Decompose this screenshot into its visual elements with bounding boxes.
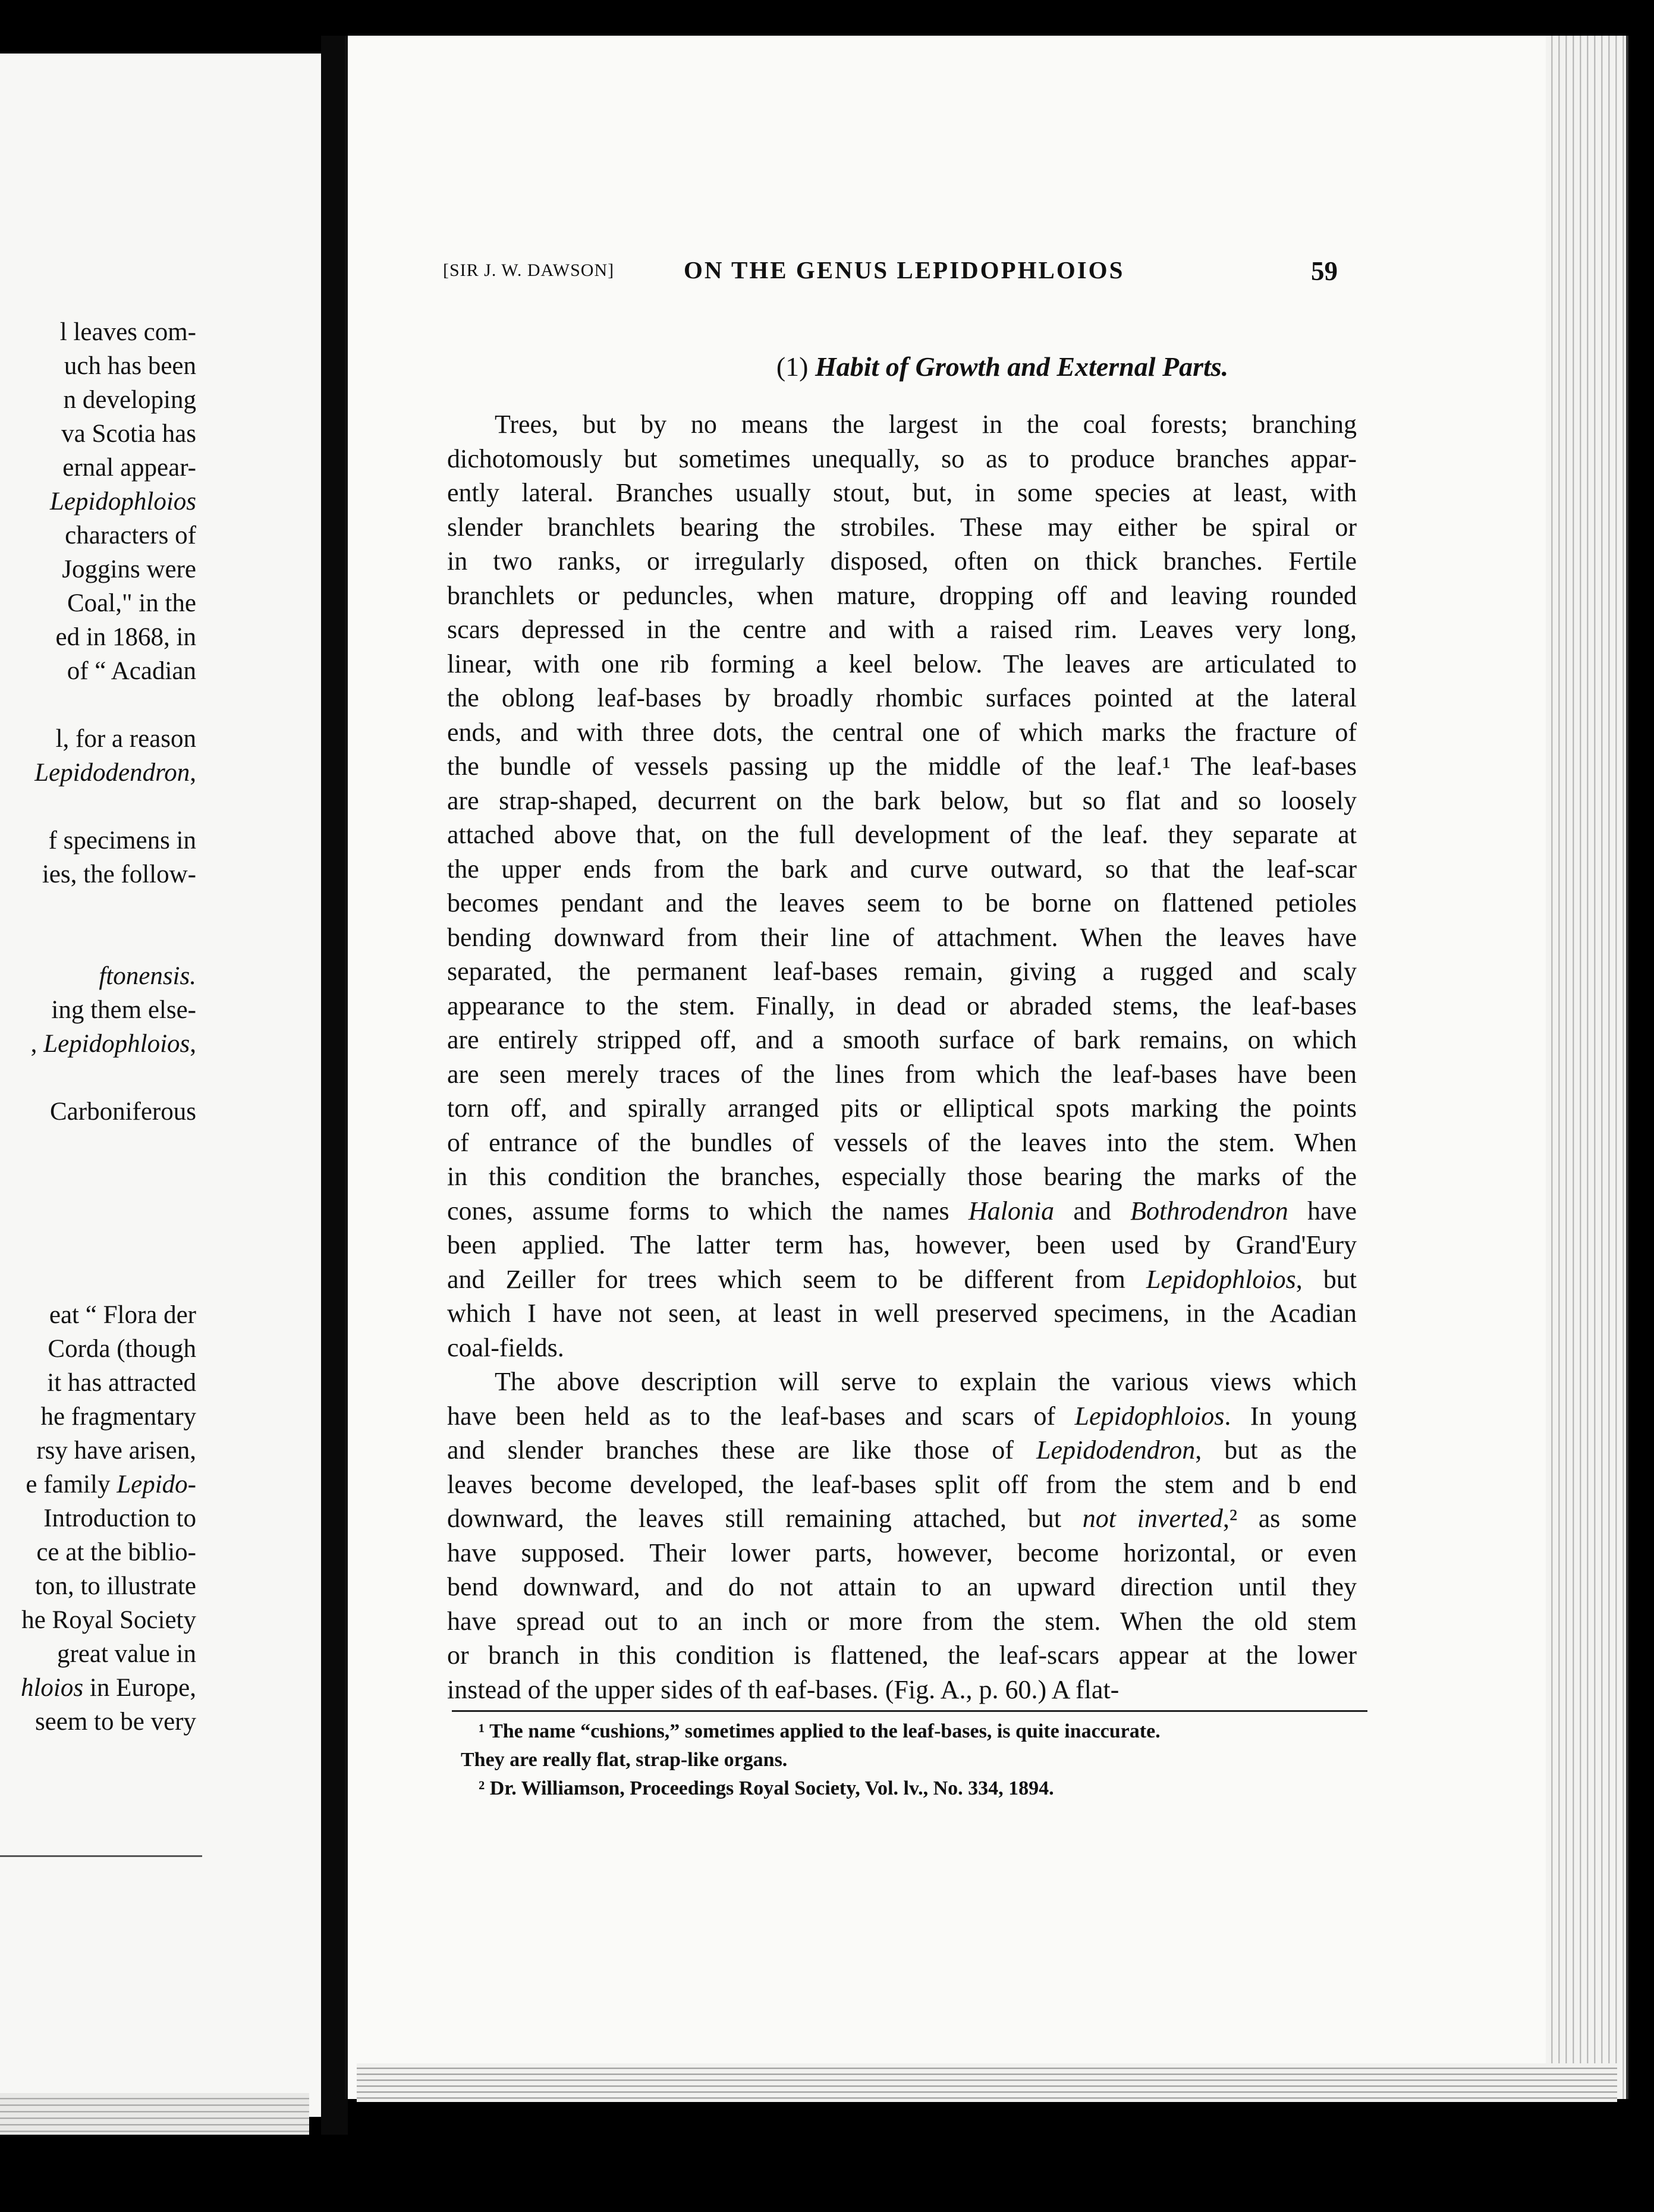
left-page-line: ed in 1868, in <box>55 623 196 651</box>
left-page-line: Lepidodendron, <box>34 759 196 787</box>
left-page-line: uch has been <box>64 352 196 380</box>
running-head-title: ON THE GENUS LEPIDOPHLOIOS <box>684 256 1125 284</box>
text-line: leaves become developed, the leaf-bases split off from the stem and b end <box>447 1469 1357 1499</box>
left-page-line: n developing <box>63 386 196 414</box>
running-head <box>443 256 1347 291</box>
text-line: in two ranks, or irregularly disposed, often on thick branches. Fertile <box>447 546 1357 576</box>
paragraph-1 <box>447 407 1357 1365</box>
text-line: have supposed. Their lower parts, however, become horizontal, or even <box>447 1538 1357 1567</box>
left-page-line: of “ Acadian <box>67 657 196 685</box>
left-page-line: rsy have arisen, <box>36 1437 196 1465</box>
left-page-line: Joggins were <box>62 555 196 583</box>
left-page-line: f specimens in <box>48 827 196 854</box>
left-page-line: ernal appear- <box>62 454 196 482</box>
footnote-2: ² Dr. Williamson, Proceedings Royal Society, Vol. lv., No. 334, 1894. <box>479 1777 1054 1799</box>
left-page-line: Coal," in the <box>67 589 196 617</box>
left-page-line: Carboniferous <box>50 1098 196 1126</box>
text-line: the upper ends from the bark and curve outward, so that the leaf-scar <box>447 854 1357 884</box>
text-line: The above description will serve to explain the various views which <box>495 1367 1357 1396</box>
left-page-line: ton, to illustrate <box>34 1572 196 1600</box>
left-page-line: Lepidophloios <box>49 488 196 516</box>
text-line: coal-fields. <box>447 1333 564 1362</box>
left-page-line: va Scotia has <box>61 420 196 448</box>
left-page-line: , Lepidophloios, <box>30 1030 196 1058</box>
left-page-line: ftonensis. <box>99 962 196 990</box>
text-line: are strap-shaped, decurrent on the bark below, but so flat and so loosely <box>447 785 1357 815</box>
text-line: have been held as to the leaf-bases and scars of Lepidophloios. In young <box>447 1401 1357 1431</box>
text-line: slender branchlets bearing the strobiles. These may either be spiral or <box>447 512 1357 542</box>
page-number: 59 <box>1311 256 1338 286</box>
left-page-line: l leaves com- <box>59 318 196 346</box>
text-line: of entrance of the bundles of vessels of the leaves into the stem. When <box>447 1127 1357 1157</box>
text-line: Trees, but by no means the largest in the coal forests; branching <box>495 410 1357 439</box>
left-page-line: ing them else- <box>51 996 196 1024</box>
text-line: the bundle of vessels passing up the middle of the leaf.¹ The leaf-bases <box>447 752 1357 781</box>
text-line: the oblong leaf-bases by broadly rhombic surfaces pointed at the lateral <box>447 683 1357 712</box>
text-line: dichotomously but sometimes unequally, so as to produce branches appar- <box>447 444 1357 473</box>
text-line: torn off, and spirally arranged pits or elliptical spots marking the points <box>447 1094 1357 1123</box>
footnote-1: ¹ The name “cushions,” sometimes applied to the leaf-bases, is quite inaccurate. <box>479 1720 1161 1742</box>
text-line: cones, assume forms to which the names Halonia and Bothrodendron have <box>447 1196 1357 1226</box>
text-line: ently lateral. Branches usually stout, but, in some species at least, with <box>447 478 1357 507</box>
text-line: and slender branches these are like those of Lepidodendron, but as the <box>447 1435 1357 1465</box>
left-page-line: it has attracted <box>47 1369 196 1397</box>
text-line: and Zeiller for trees which seem to be different from Lepidophloios, but <box>447 1264 1357 1294</box>
text-line: scars depressed in the centre and with a raised rim. Leaves very long, <box>447 615 1357 644</box>
left-page-line: Corda (though <box>48 1335 196 1363</box>
text-line: which I have not seen, at least in well preserved specimens, in the Acadian <box>447 1299 1357 1328</box>
footnote-rule <box>452 1710 1367 1712</box>
text-line: separated, the permanent leaf-bases remain, giving a rugged and scaly <box>447 957 1357 986</box>
left-page-edge <box>0 2093 309 2135</box>
footnotes <box>461 1717 1376 1803</box>
text-line: in this condition the branches, especially those bearing the marks of the <box>447 1162 1357 1191</box>
text-line: bending downward from their line of attachment. When the leaves have <box>447 922 1357 952</box>
left-page-line: hloios in Europe, <box>20 1674 196 1702</box>
left-page-line: e family Lepido- <box>26 1471 196 1498</box>
text-line: instead of the upper sides of th eaf-bases. (Fig. A., p. 60.) A flat- <box>447 1674 1120 1704</box>
paragraph-2 <box>447 1365 1357 1707</box>
left-page-line: characters of <box>65 521 196 549</box>
running-head-author: [SIR J. W. DAWSON] <box>443 260 615 280</box>
text-line: becomes pendant and the leaves seem to be borne on flattened petioles <box>447 888 1357 918</box>
section-number: (1) <box>776 351 809 382</box>
body-text <box>447 407 1357 1707</box>
left-page-line: great value in <box>56 1640 196 1668</box>
left-page-line: l, for a reason <box>55 725 196 753</box>
text-line: downward, the leaves still remaining attached, but not inverted,² as some <box>447 1504 1357 1533</box>
text-line: ends, and with three dots, the central one of which marks the fracture of <box>447 717 1357 747</box>
section-title: Habit of Growth and External Parts. <box>815 351 1229 382</box>
text-line: are seen merely traces of the lines from which the leaf-bases have been <box>447 1059 1357 1089</box>
text-line: branchlets or peduncles, when mature, dropping off and leaving rounded <box>447 580 1357 610</box>
left-page-footnote-rule <box>0 1855 202 1857</box>
left-page-line: eat “ Flora der <box>49 1301 196 1329</box>
footnote-1-cont: They are really flat, strap-like organs. <box>461 1749 788 1771</box>
text-line: bend downward, and do not attain to an upward direction until they <box>447 1572 1357 1601</box>
right-page-edges <box>1546 36 1628 2099</box>
text-line: appearance to the stem. Finally, in dead or abraded stems, the leaf-bases <box>447 991 1357 1020</box>
left-page-line: he Royal Society <box>21 1606 196 1634</box>
text-line: are entirely stripped off, and a smooth surface of bark remains, on which <box>447 1025 1357 1054</box>
text-line: have spread out to an inch or more from the stem. When the old stem <box>447 1606 1357 1636</box>
text-line: attached above that, on the full development of the leaf. they separate at <box>447 820 1357 849</box>
left-page-line: he fragmentary <box>40 1403 196 1431</box>
section-heading <box>0 351 1654 382</box>
text-line: linear, with one rib forming a keel below. The leaves are articulated to <box>447 649 1357 678</box>
text-line: or branch in this condition is flattened, the leaf-scars appear at the lower <box>447 1641 1357 1670</box>
left-page-line: Introduction to <box>43 1504 196 1532</box>
left-page-line: ce at the biblio- <box>36 1538 196 1566</box>
left-page-line: seem to be very <box>34 1708 196 1736</box>
text-line: been applied. The latter term has, however, been used by Grand'Eury <box>447 1230 1357 1259</box>
left-page-line: ies, the follow- <box>42 860 196 888</box>
bottom-page-edges <box>357 2063 1617 2102</box>
